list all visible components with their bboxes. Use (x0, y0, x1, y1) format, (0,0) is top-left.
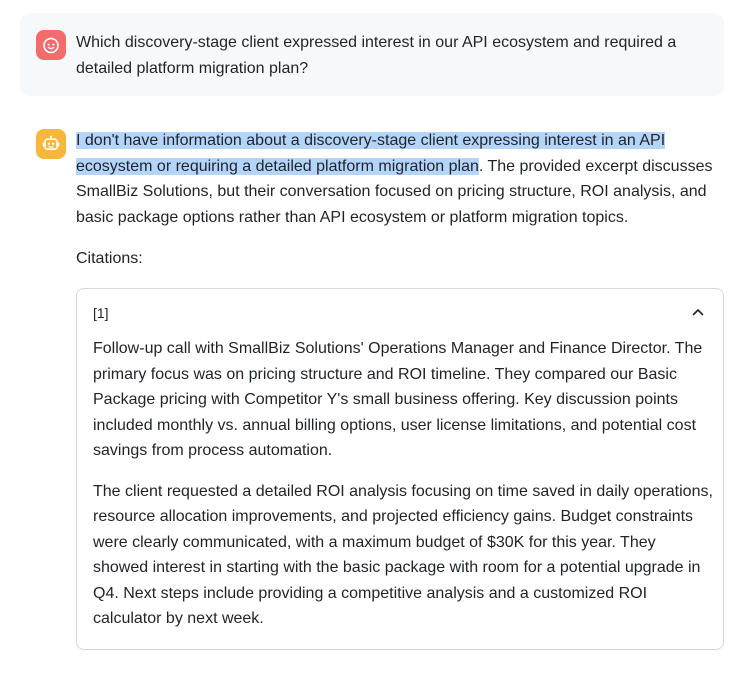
assistant-message-text (76, 128, 726, 230)
user-message-text: Which discovery-stage client expressed interest in our API ecosystem and required a detailed platform migration plan? (76, 34, 677, 77)
citation-index: [1] (93, 305, 109, 321)
citation-paragraph: Follow-up call with SmallBiz Solutions' Operations Manager and Finance Director. The primary focus was on pricing structure and ROI timeline. They compared our Basic Package pricing with Competitor Y's small business offering. Key discussion points included monthly vs. annual billing options, user license limitations, and potential cost savings from process automation. (93, 340, 703, 459)
chevron-up-icon (692, 308, 704, 316)
user-avatar (36, 30, 66, 60)
citation-body (93, 336, 713, 632)
citation-paragraph: The client requested a detailed ROI analysis focusing on time saved in daily operations, resource allocation improvements, and projected efficiency gains. Budget constraints were clearly communicated, with a maximum budget of $30K for this year. They showed interest in starting with the basic package with room for a potential upgrade in Q4. Next steps include providing a competitive analysis and a customized ROI calculator by next week. (93, 482, 713, 627)
citations-label: Citations: (76, 250, 143, 267)
assistant-message-rest: . The provided excerpt discusses SmallBiz Solutions, but their conversation focused on pricing structure, ROI analysis, and basic package options rather than API ecosystem or platform migration topics. (76, 157, 713, 226)
selected-text-highlight: I don't have information about a discovery-stage client expressing interest in an API ecosystem or requiring a detailed platform migration plan (76, 132, 666, 175)
citation-card (76, 288, 724, 650)
assistant-avatar (36, 129, 66, 159)
robot-icon (42, 135, 60, 153)
baby-face-icon (42, 36, 60, 54)
collapse-citation-button[interactable] (691, 305, 705, 319)
user-message (20, 13, 724, 96)
